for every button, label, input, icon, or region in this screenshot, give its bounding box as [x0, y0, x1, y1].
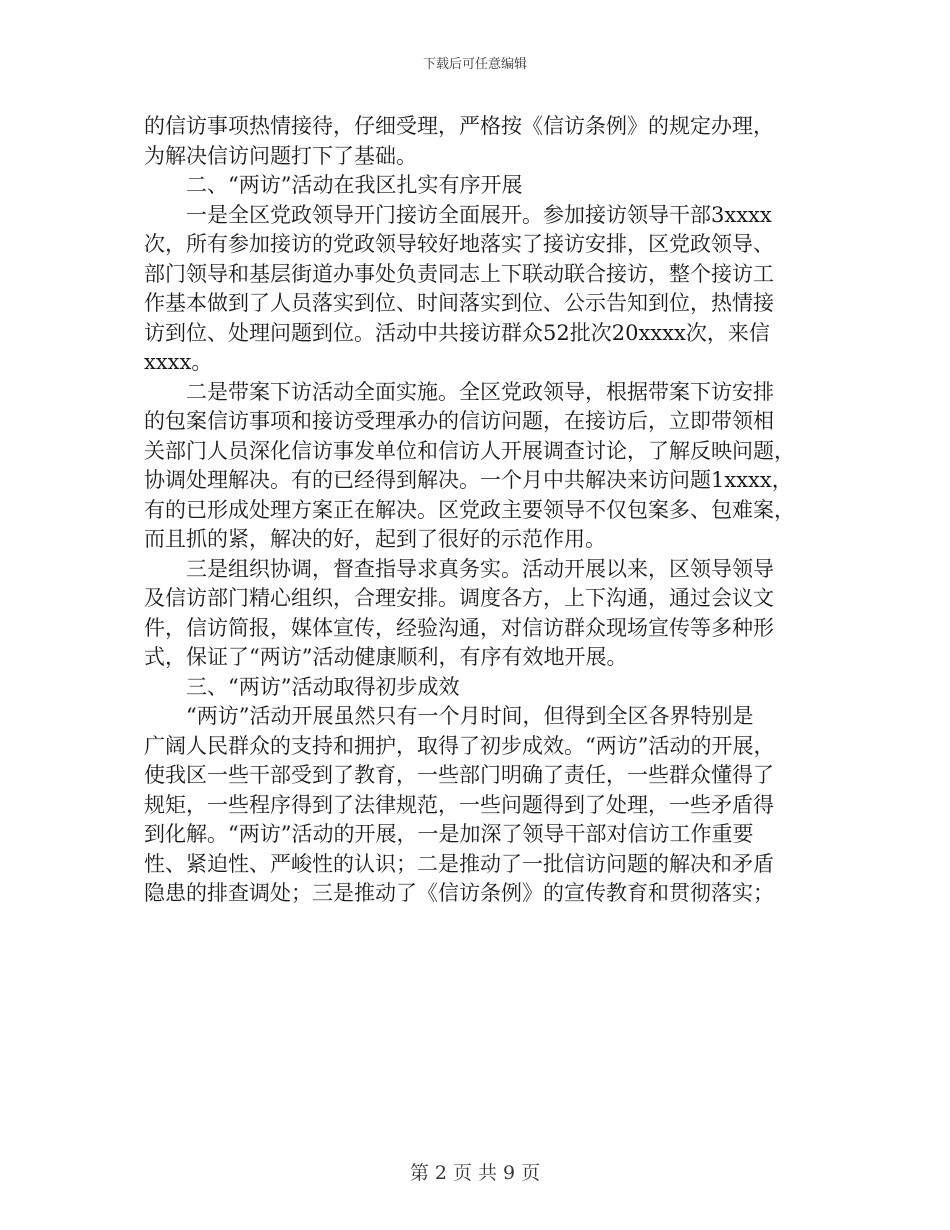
body-text-line: 一是全区党政领导开门接访全面展开。参加接访领导干部3xxxx: [186, 202, 772, 227]
body-text-line: 三、“两访”活动取得初步成效: [186, 674, 460, 699]
body-text-line: 作基本做到了人员落实到位、时间落实到位、公示告知到位，热情接: [144, 291, 774, 315]
body-text-line: 有的已形成处理方案正在解决。区党政主要领导不仅包案多、包难案，: [144, 497, 795, 522]
page-header: 下载后可任意编辑: [422, 57, 527, 72]
body-text-line: 使我区一些干部受到了教育，一些部门明确了责任，一些群众懂得了: [144, 763, 774, 787]
body-text-line: 到化解。“两访”活动的开展，一是加深了领导干部对信访工作重要: [144, 822, 754, 846]
body-text-line: “两访”活动开展虽然只有一个月时间，但得到全区各界特别是: [186, 704, 754, 728]
body-text-line: 关部门人员深化信访事发单位和信访人开展调查讨论，了解反映问题，: [144, 438, 795, 463]
body-text-line: 二是带案下访活动全面实施。全区党政领导，根据带案下访安排: [186, 379, 774, 404]
body-text-line: 性、紧迫性、严峻性的认识；二是推动了一批信访问题的解决和矛盾: [144, 851, 774, 876]
body-text-line: 件，信访简报，媒体宣传，经验沟通，对信访群众现场宣传等多种形: [144, 615, 774, 640]
body-text-line: 协调处理解决。有的已经得到解决。一个月中共解决来访问题1xxxx，: [144, 468, 793, 492]
body-text-line: 访到位、处理问题到位。活动中共接访群众52批次20xxxx次，来信: [144, 320, 770, 345]
body-text-line: 二、“两访”活动在我区扎实有序开展: [186, 173, 523, 197]
body-text-line: 三是组织协调，督查指导求真务实。活动开展以来，区领导领导: [186, 556, 774, 581]
body-text-line: 部门领导和基层街道办事处负责同志上下联动联合接访，整个接访工: [144, 261, 774, 286]
document-body: [144, 112, 804, 909]
body-text-line: 及信访部门精心组织，合理安排。调度各方，上下沟通，通过会议文: [144, 586, 774, 610]
body-text-line: 而且抓的紧，解决的好，起到了很好的示范作用。: [144, 527, 606, 551]
body-text-line: 式，保证了“两访”活动健康顺利，有序有效地开展。: [144, 645, 628, 669]
body-text-line: 广阔人民群众的支持和拥护，取得了初步成效。“两访”活动的开展，: [144, 733, 775, 758]
body-text-line: 次，所有参加接访的党政领导较好地落实了接访安排，区党政领导、: [144, 232, 774, 256]
body-text-line: 为解决信访问题打下了基础。: [144, 143, 417, 168]
body-text-line: 的包案信访事项和接访受理承办的信访问题，在接访后，立即带领相: [144, 409, 774, 433]
page-number-footer: 第 2 页 共 9 页: [409, 1162, 541, 1184]
body-text-line: 的信访事项热情接待，仔细受理，严格按《信访条例》的规定办理，: [144, 114, 774, 138]
body-text-line: 隐患的排查调处；三是推动了《信访条例》的宣传教育和贯彻落实；: [144, 881, 774, 905]
body-text-line: 规矩，一些程序得到了法律规范，一些问题得到了处理，一些矛盾得: [144, 792, 774, 817]
body-text-line: xxxx。: [144, 350, 213, 374]
